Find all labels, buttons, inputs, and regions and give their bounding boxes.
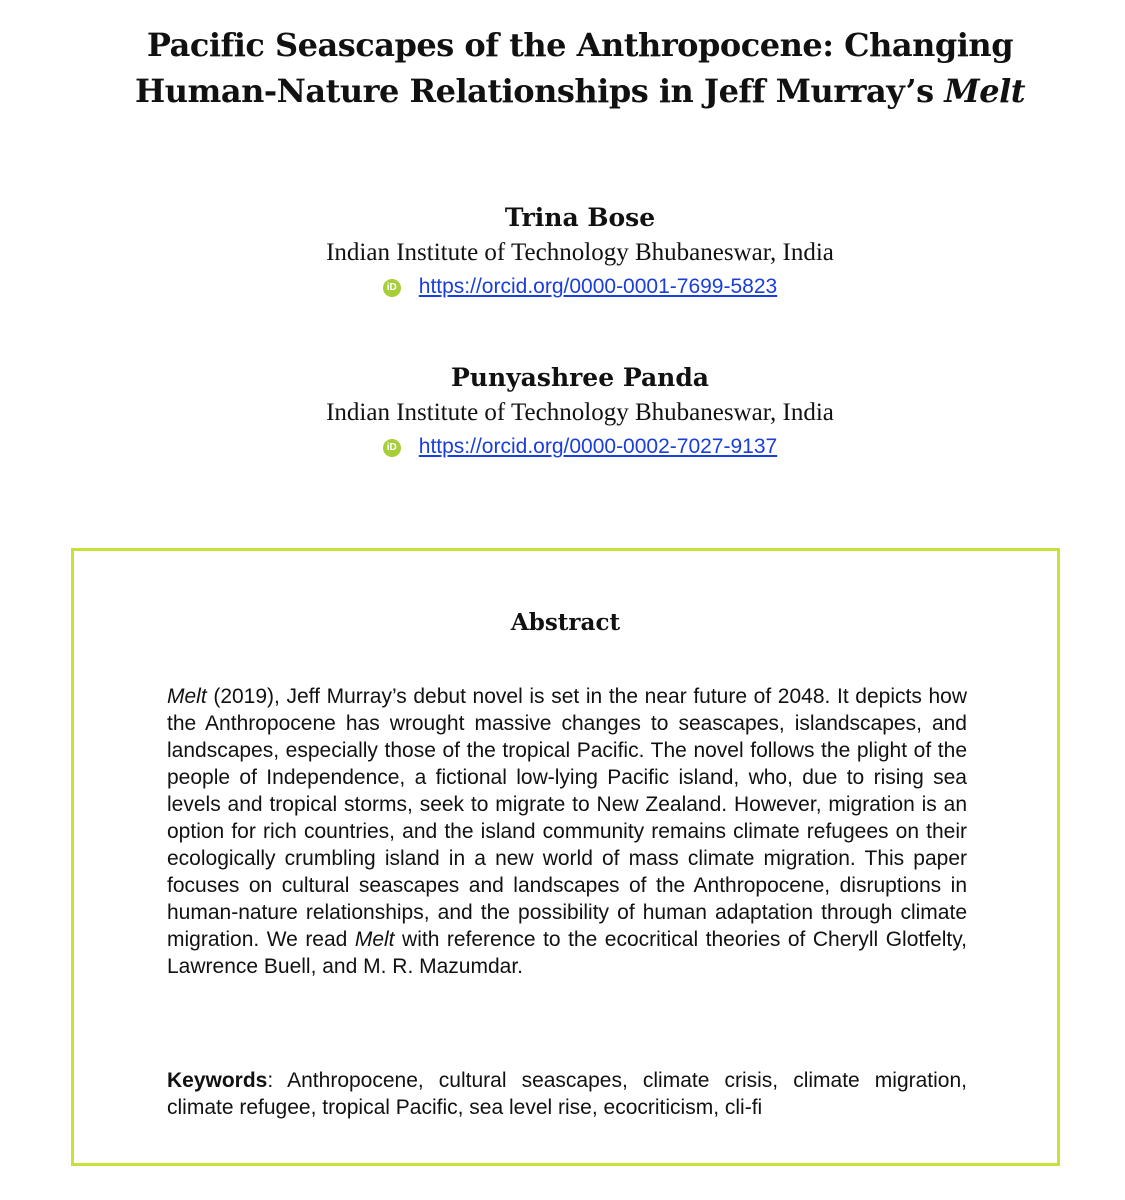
orcid-icon: iD (383, 439, 401, 457)
abstract-italic-melt-2: Melt (354, 928, 395, 951)
title-line-2 (60, 68, 1100, 114)
abstract-text-2: with reference to the ecocritical theories of Cheryll Glotfelty, Lawrence Buell, and M. R. Mazumdar. (167, 928, 967, 978)
paper-title (60, 22, 1100, 114)
orcid-link[interactable]: https://orcid.org/0000-0001-7699-5823 (418, 275, 778, 298)
abstract-heading: Abstract (510, 609, 621, 636)
keywords (167, 1067, 967, 1121)
abstract-italic-melt: Melt (167, 685, 207, 708)
orcid-line (0, 272, 1125, 302)
author-name: Trina Bose (504, 203, 656, 232)
author-affiliation: Indian Institute of Technology Bhubaneswar, India (326, 399, 834, 426)
orcid-line (0, 432, 1125, 462)
orcid-icon: iD (383, 279, 401, 297)
abstract-box (71, 548, 1060, 1166)
keywords-text: : Anthropocene, cultural seascapes, climate crisis, climate migration, climate refugee, tropical Pacific, sea level rise, ecocriticism, cli-fi (167, 1069, 967, 1119)
title-line-2-text: Human-Nature Relationships in Jeff Murray’s (134, 72, 945, 110)
title-italic-melt: Melt (944, 72, 1026, 110)
author-block-2 (0, 360, 1125, 462)
author-affiliation: Indian Institute of Technology Bhubaneswar, India (326, 239, 834, 266)
author-block-1 (0, 200, 1125, 302)
title-line-1: Pacific Seascapes of the Anthropocene: Changing (146, 26, 1014, 64)
author-name: Punyashree Panda (451, 363, 709, 392)
orcid-link[interactable]: https://orcid.org/0000-0002-7027-9137 (418, 435, 778, 458)
abstract-paragraph (167, 683, 967, 980)
abstract-text: (2019), Jeff Murray’s debut novel is set in the near future of 2048. It depicts how the Anthropocene has wrought massive changes to seascapes, islandscapes, and landscapes, especially those of the tropical Pacific. The novel follows the plight of the people of Independence, a fictional low-lying Pacific island, who, due to rising sea levels and tropical storms, seek to migrate to New Zealand. However, migration is an option for rich countries, and the island community remains climate refugees on their ecologically crumbling island in a new world of mass climate migration. This paper focuses on cultural seascapes and landscapes of the Anthropocene, disruptions in human-nature relationships, and the possibility of human adaptation through climate migration. We read (167, 685, 967, 951)
keywords-label: Keywords (167, 1069, 268, 1092)
